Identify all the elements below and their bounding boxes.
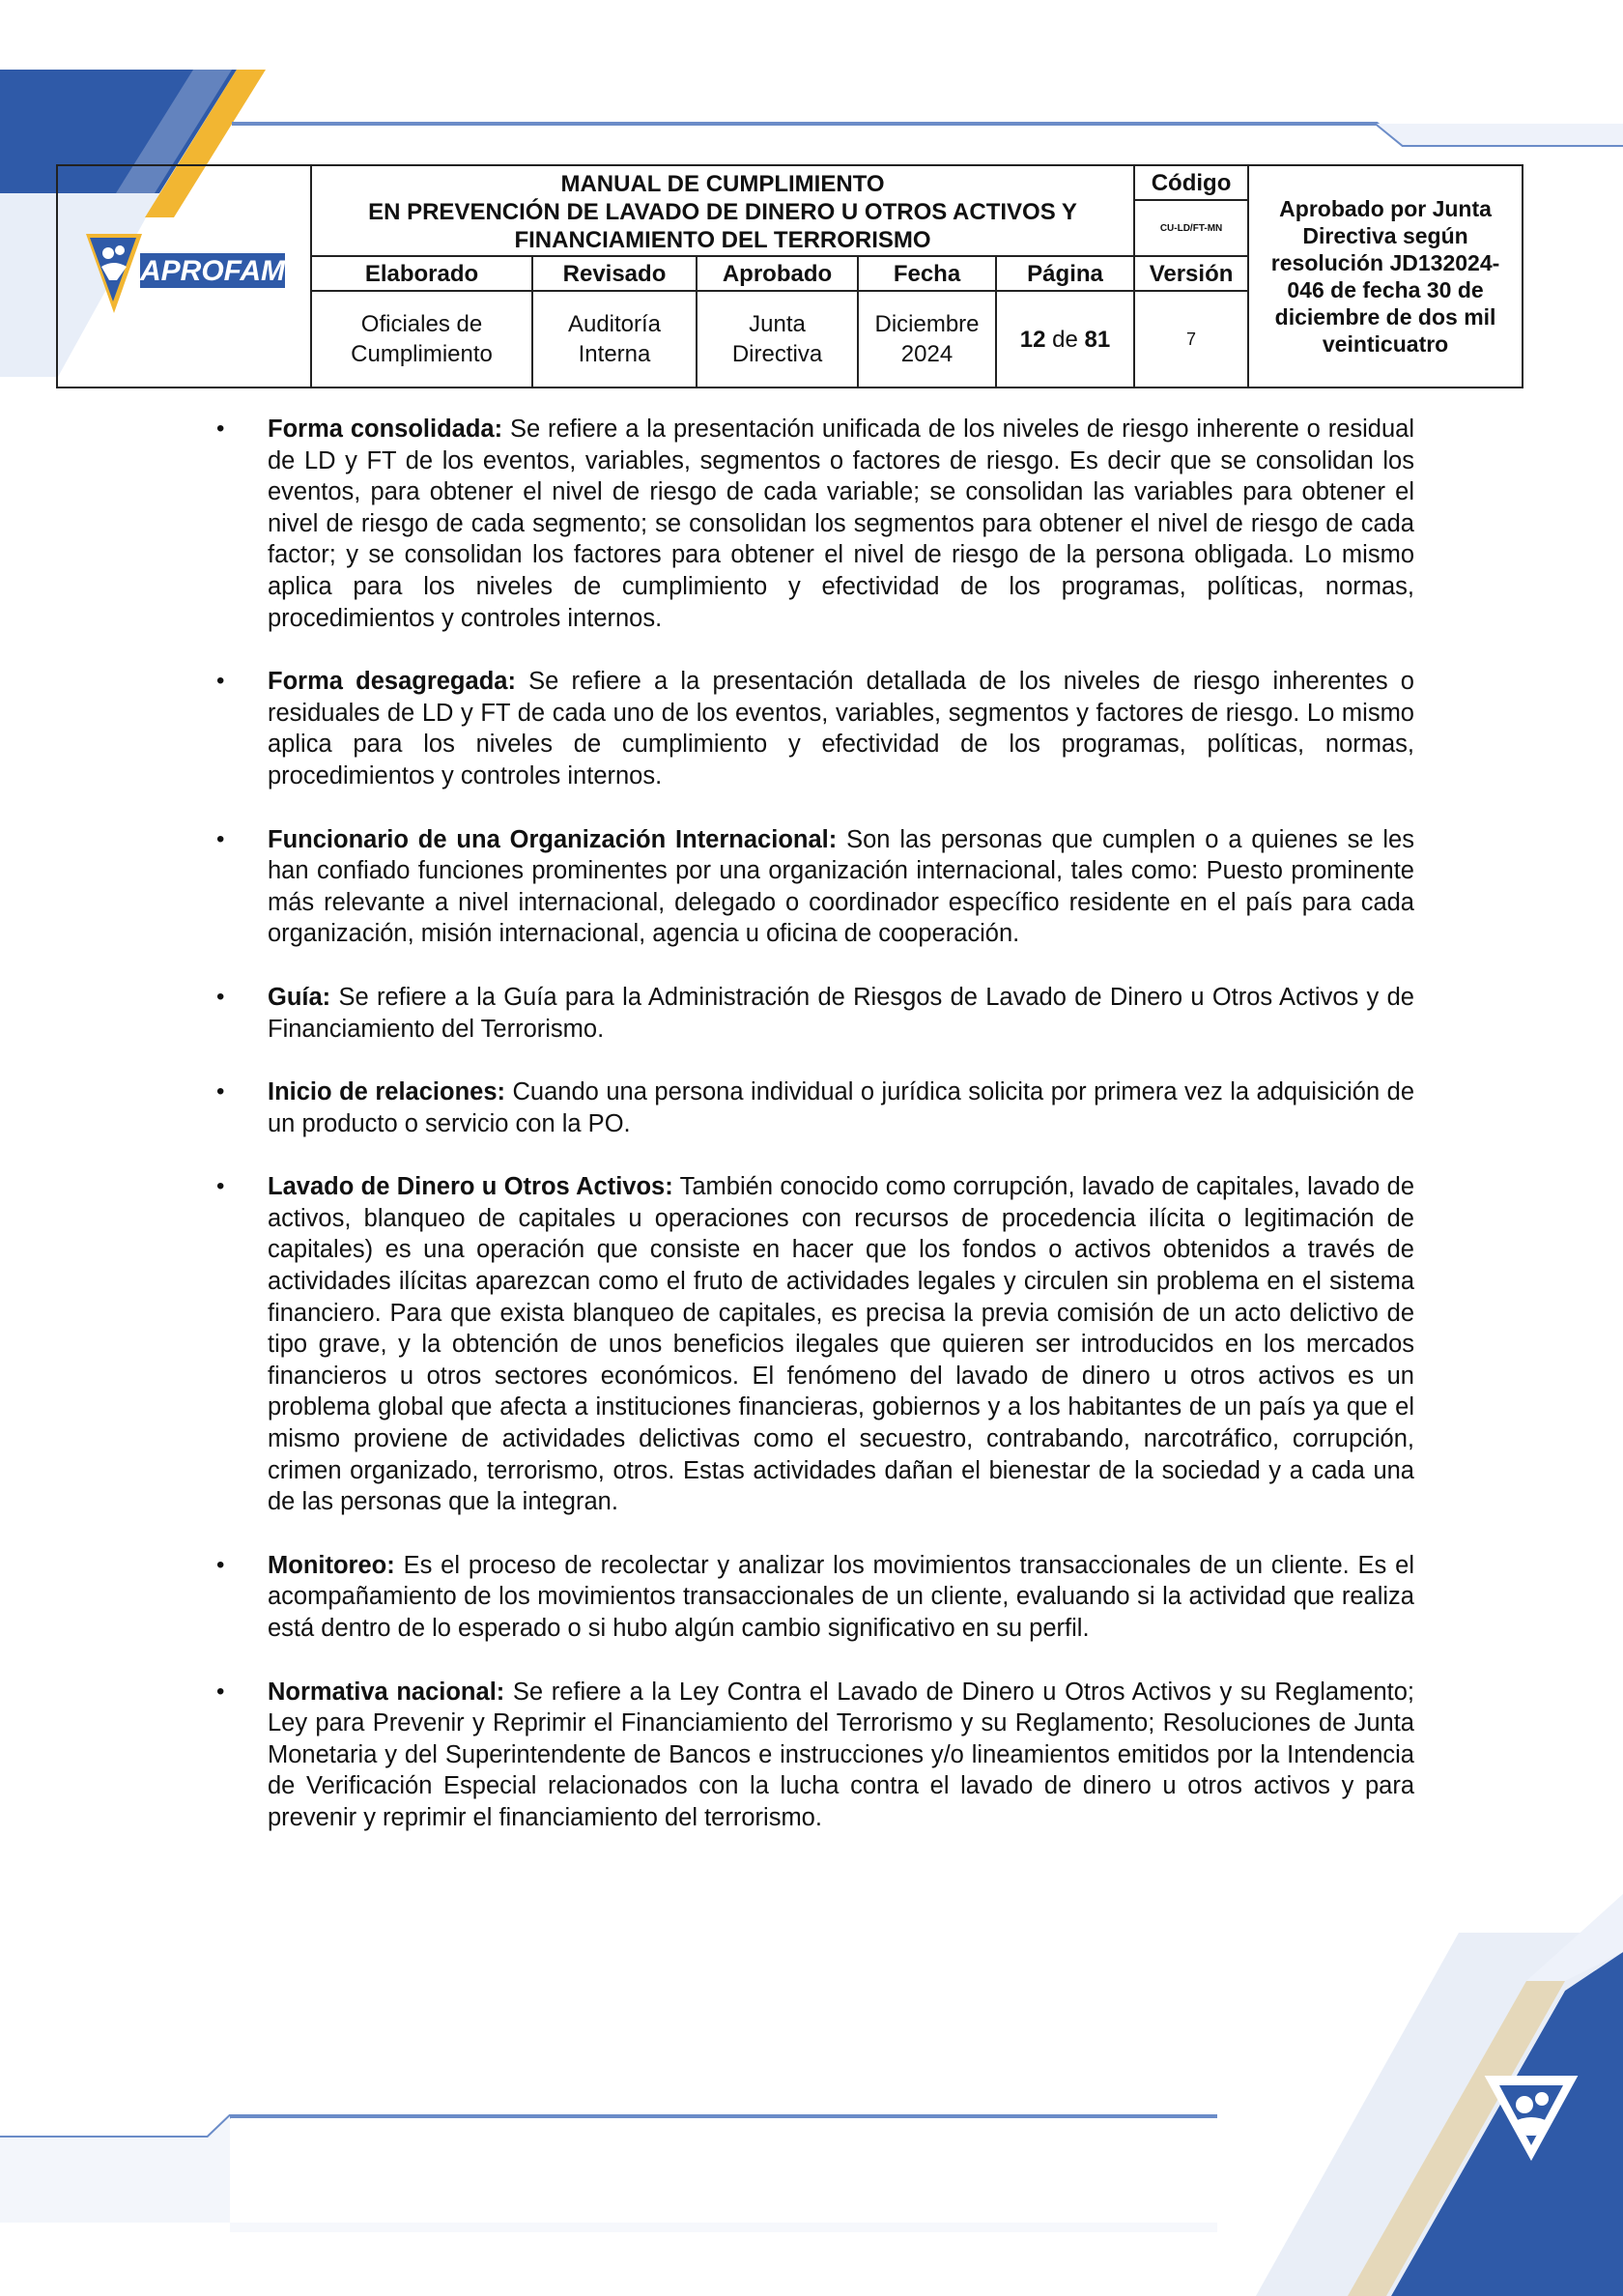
logo-text: APROFAM [139,254,285,287]
definition-term: Monitoreo: [268,1551,395,1579]
title-line-2: EN PREVENCIÓN DE LAVADO DE DINERO U OTROS ACTIVOS Y [368,198,1077,225]
codigo-label: Código [1134,165,1248,200]
fecha-label: Fecha [858,256,996,291]
elaborado-value: Oficiales de Cumplimiento [311,291,532,387]
definition-term: Funcionario de una Organización Internacional: [268,825,838,853]
elaborado-label: Elaborado [311,256,532,291]
top-right-light-band [1377,124,1623,145]
definition-text: Se refiere a la Guía para la Administración de Riesgos de Lavado de Dinero u Otros Activos y de Financiamiento del Terrorismo. [268,983,1414,1043]
bullet-icon: • [216,1173,225,1200]
bullet-icon: • [216,1551,225,1578]
revisado-label: Revisado [532,256,697,291]
aprofam-logo [78,220,291,327]
document-header [56,164,1523,388]
codigo-value: CU-LD/FT-MN [1134,200,1248,256]
aprobado-label: Aprobado [697,256,858,291]
definition-term: Lavado de Dinero u Otros Activos: [268,1173,673,1201]
bottom-line [0,2116,1217,2138]
definition-item [213,666,1414,791]
bullet-icon: • [216,1078,225,1105]
revisado-value: Auditoría Interna [532,291,697,387]
definition-text: Se refiere a la presentación detallada de los niveles de riesgo inherentes o residuales de LD y FT de cada uno de los eventos, variables, segmentos y factores de riesgo. Lo mismo aplica para los niveles de cumplimiento y efectividad de los programas, políticas, normas, procedimientos y controles internos. [268,668,1414,789]
definition-term: Forma consolidada: [268,416,503,443]
bullet-icon: • [216,668,225,695]
definition-item [213,824,1414,950]
definition-text: Se refiere a la presentación unificada de los niveles de riesgo inherente o residual de LD y FT de los eventos, variables, segmentos o factores de riesgo. Es decir que se consolidan los eventos, para obtener el nivel de riesgo de cada variable; se consolidan las variables para obtener el nivel de riesgo de cada segmento; se consolidan los segmentos para obtener el nivel de riesgo de cada factor; y se consolidan los factores para obtener el nivel de riesgo de la persona obligada. Lo mismo aplica para los niveles de cumplimiento y efectividad de los programas, políticas, normas, procedimientos y controles internos. [268,416,1414,632]
definition-text: Es el proceso de recolectar y analizar los movimientos transaccionales de un cliente. Es el acompañamiento de los movimientos transaccionales de un cliente, evaluando si la actividad que realiza está dentro de lo esperado o si hubo algún cambio significativo en su perfil. [268,1551,1414,1642]
definition-item [213,414,1414,634]
page-number [996,291,1134,387]
bullet-icon: • [216,983,225,1010]
definition-term: Normativa nacional: [268,1678,505,1706]
approval-note: Aprobado por Junta Directiva según resolución JD132024-046 de fecha 30 de diciembre de dos mil veinticuatro [1248,165,1523,387]
definitions-list [213,414,1414,1866]
bullet-icon: • [216,825,225,852]
definition-item [213,1677,1414,1834]
version-label: Versión [1134,256,1248,291]
definition-item [213,1550,1414,1645]
definition-text: Son las personas que cumplen o a quienes se les han confiado funciones prominentes por una organización internacional, tales como: Puesto prominente más relevante a nivel internacional, delegado o coordinador específico residente en el país para cada organización, misión internacional, agencia u oficina de cooperación. [268,825,1414,948]
fecha-value: Diciembre 2024 [858,291,996,387]
bottom-left-light-band [0,2116,230,2223]
bullet-icon: • [216,416,225,442]
definition-text: Cuando una persona individual o jurídica solicita por primera vez la adquisición de un producto o servicio con la PO. [268,1078,1415,1137]
title-line-1: MANUAL DE CUMPLIMIENTO [560,170,885,197]
page-total: 81 [1084,326,1111,353]
pagina-label: Página [996,256,1134,291]
definition-term: Inicio de relaciones: [268,1078,506,1106]
logo-cell [57,165,311,387]
definition-term: Guía: [268,983,331,1011]
bullet-icon: • [216,1678,225,1705]
version-value: 7 [1134,291,1248,387]
aprobado-value: Junta Directiva [697,291,858,387]
definition-item [213,1171,1414,1518]
definition-term: Forma desagregada: [268,668,516,696]
definition-text: También conocido como corrupción, lavado de capitales, lavado de activos, blanqueo de capitales u operaciones con recursos de procedencia ilícita o legitimación de capitales) es una operación que consiste en hacer que los fondos o activos obtenidos a través de actividades ilícitas aparezcan como el fruto de actividades legales y circulen sin problema en el sistema financiero. Para que exista blanqueo de capitales, es precisa la previa comisión de un acto delictivo de tipo grave, y la obtención de unos beneficios ilegales que quieren ser introducidos en los mercados financieros u otros sectores económicos. El fenómeno del lavado de dinero u otros activos es un problema global que afecta a instituciones financieras, gobiernos y a los habitantes de un país ya que el mismo proviene de actividades delictivas como el secuestro, contrabando, narcotráfico, corrupción, crimen organizado, terrorismo, otros. Estas actividades dañan el bienestar de la sociedad y a cada una de las personas que la integran. [268,1173,1415,1516]
page-current: 12 [1019,326,1046,353]
bottom-left-light-band-2 [230,2223,1217,2232]
manual-title [311,165,1134,256]
definition-item [213,1076,1414,1139]
page-of: de [1052,326,1078,353]
definition-item [213,982,1414,1045]
definition-text: Se refiere a la Ley Contra el Lavado de Dinero u Otros Activos y su Reglamento; Ley para Prevenir y Reprimir el Financiamiento del Terrorismo y su Reglamento; Resoluciones de Junta Monetaria y del Superintendente de Bancos e instrucciones y/o lineamientos emitidos por la Intendencia de Verificación Especial relacionados con la lucha contra el lavado de dinero u otros activos y para prevenir y reprimir el financiamiento del terrorismo. [268,1678,1414,1831]
title-line-3: FINANCIAMIENTO DEL TERRORISMO [514,226,931,253]
